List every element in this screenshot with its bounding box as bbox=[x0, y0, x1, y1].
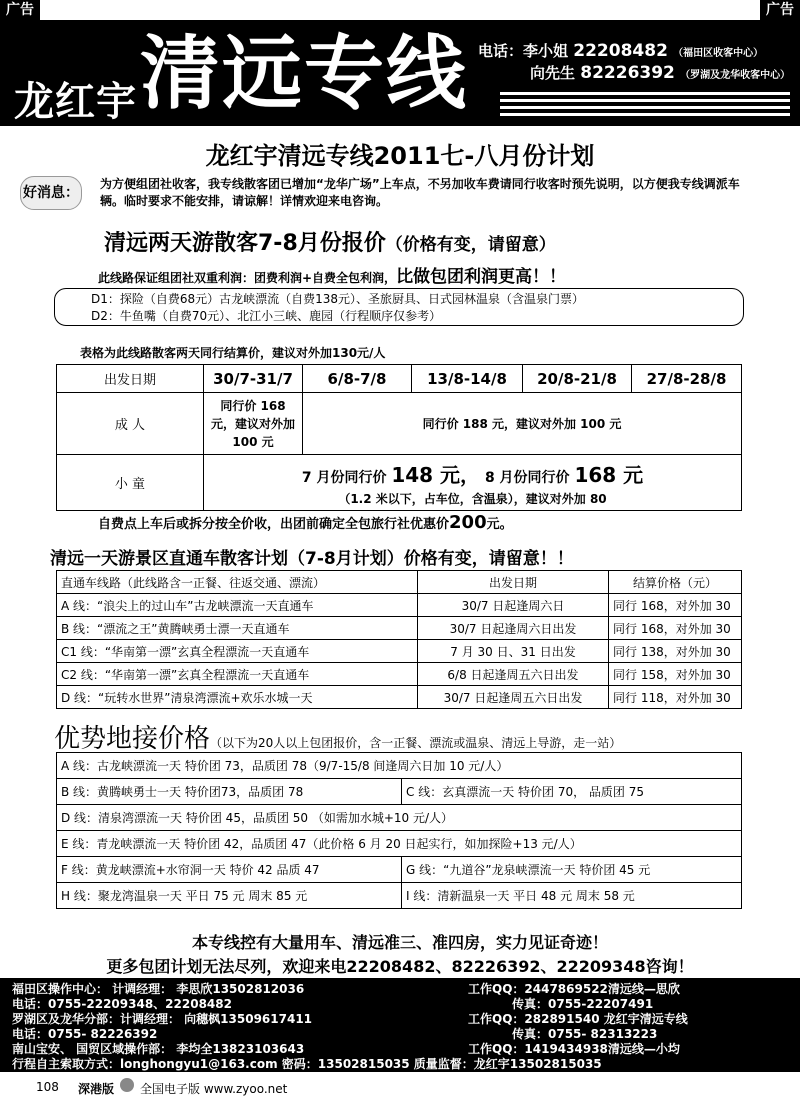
table-row bbox=[57, 686, 742, 709]
contact-number: 22208482 bbox=[573, 41, 668, 61]
profit-note-text: 此线路保证组团社双重利润：团费利润+自费全包利润， bbox=[98, 271, 397, 285]
logo-icon bbox=[120, 1078, 134, 1092]
child-price-text: 7 月份同行价 bbox=[301, 469, 387, 486]
route-cell: A 线：“浪尖上的过山车”古龙峡漂流一天直通车 bbox=[57, 594, 418, 617]
date-cell: 20/8-21/8 bbox=[523, 365, 632, 393]
footer-row-right: 工作QQ：1419434938清远线—小均 bbox=[468, 1042, 680, 1056]
contact-note: （福田区收客中心） bbox=[673, 48, 764, 59]
column-header: 出发日期 bbox=[418, 571, 609, 594]
adult-label: 成 人 bbox=[57, 393, 204, 455]
local-line: I 线：清新温泉一天 平日 48 元 周末 58 元 bbox=[402, 883, 742, 909]
local-line: D 线：清泉湾漂流一天 特价团 45，品质团 50 （如需加水城+10 元/人） bbox=[57, 805, 742, 831]
itinerary-day-1: D1：探险（自费68元）古龙峡漂流（自费138元）、圣旅厨具、日式园林温泉（含温泉门票） bbox=[91, 292, 585, 306]
local-line: B 线：黄腾峡勇士一天 特价团73，品质团 78 bbox=[57, 779, 402, 805]
local-title-text: 优势地接价格 bbox=[54, 724, 211, 754]
header-banner bbox=[0, 20, 800, 126]
two-day-table-note: 表格为此线路散客两天同行结算价，建议对外加130元/人 bbox=[80, 346, 386, 360]
price-cell: 同行 168，对外加 30 bbox=[609, 617, 742, 640]
price-cell: 同行 168，对外加 30 bbox=[609, 594, 742, 617]
column-header: 结算价格（元） bbox=[609, 571, 742, 594]
route-cell: C1 线：“华南第一漂”玄真全程漂流一天直通车 bbox=[57, 640, 418, 663]
date-cell: 30/7 日起逢周六日出发 bbox=[418, 617, 609, 640]
two-day-title bbox=[104, 226, 556, 257]
table-row bbox=[57, 831, 742, 857]
local-line: F 线：黄龙峡漂流+水帘洞一天 特价 42 品质 47 bbox=[57, 857, 402, 883]
date-cell: 6/8-7/8 bbox=[303, 365, 412, 393]
good-news-badge: 好消息： bbox=[20, 176, 82, 210]
date-cell: 7 月 30 日、31 日出发 bbox=[418, 640, 609, 663]
brand-prefix: 龙红宇 bbox=[14, 79, 137, 125]
footer-row-right: 工作QQ：282891540 龙红宇清远专线 bbox=[468, 1012, 688, 1026]
date-cell: 30/7 日起逢周六日 bbox=[418, 594, 609, 617]
main-title: 龙红宇清远专线2011七-八月份计划 bbox=[205, 142, 595, 170]
footer-row: 电话：0755-22209348、22208482 bbox=[12, 997, 232, 1011]
contact-number: 82226392 bbox=[580, 63, 675, 83]
footer-contacts bbox=[0, 978, 800, 1072]
date-cell: 30/7 日起逢周五六日出发 bbox=[418, 686, 609, 709]
footer-row-right: 传真：0755- 82313223 bbox=[512, 1027, 658, 1041]
contact-name: 向先生 bbox=[530, 64, 576, 82]
footer-row-right: 工作QQ：2447869522清远线—思欣 bbox=[468, 982, 680, 996]
child-price-august: 168 元 bbox=[574, 462, 644, 487]
local-line: E 线：青龙峡漂流一天 特价团 42，品质团 47（此价格 6 月 20 日起实行，如加探险+13 元/人） bbox=[57, 831, 742, 857]
bottom-bar bbox=[0, 1072, 800, 1100]
child-price-text: 8 月份同行价 bbox=[484, 469, 570, 486]
table-row bbox=[57, 455, 742, 511]
price-cell: 同行 138，对外加 30 bbox=[609, 640, 742, 663]
ad-label-left: 广告 bbox=[0, 0, 40, 20]
local-line: H 线：聚龙湾温泉一天 平日 75 元 周末 85 元 bbox=[57, 883, 402, 909]
table-row bbox=[57, 779, 742, 805]
edition-label: 深港版 bbox=[78, 1082, 115, 1096]
page-number: 108 bbox=[36, 1080, 59, 1094]
itinerary-day-2: D2：牛鱼嘴（自费70元）、北江小三峡、鹿园（行程顺序仅参考） bbox=[91, 309, 442, 323]
route-cell: C2 线：“华南第一漂”玄真全程漂流一天直通车 bbox=[57, 663, 418, 686]
contact-2 bbox=[530, 62, 790, 83]
footer-row: 罗湖区及龙华分部：计调经理： 向穗枫13509617411 bbox=[12, 1012, 313, 1026]
self-pay-price: 200 bbox=[449, 512, 487, 533]
decorative-stripes bbox=[500, 92, 790, 120]
footer-row: 南山宝安、 国贸区域操作部： 李均全13823103643 bbox=[12, 1042, 305, 1056]
footer-row: 电话：0755- 82226392 bbox=[12, 1027, 158, 1041]
local-title-note: （以下为20人以上包团报价，含一正餐、漂流或温泉、清远上导游，走一站） bbox=[210, 736, 622, 750]
table-row bbox=[57, 663, 742, 686]
local-line: C 线：玄真漂流一天 特价团 70， 品质团 75 bbox=[402, 779, 742, 805]
table-row bbox=[57, 857, 742, 883]
two-day-title-note: （价格有变，请留意） bbox=[385, 235, 556, 255]
date-cell: 6/8 日起逢周五六日出发 bbox=[418, 663, 609, 686]
table-row bbox=[57, 805, 742, 831]
table-row bbox=[57, 594, 742, 617]
footer-row: 福田区操作中心： 计调经理： 李思欣13502812036 bbox=[12, 982, 305, 996]
table-row bbox=[57, 753, 742, 779]
date-label: 出发日期 bbox=[57, 365, 204, 393]
one-day-title: 清远一天游景区直通车散客计划（7-8月计划）价格有变，请留意！！ bbox=[50, 549, 574, 569]
self-pay-unit: 元。 bbox=[486, 517, 513, 532]
date-cell: 30/7-31/7 bbox=[204, 365, 303, 393]
adult-price-first: 同行价 168 元，建议对外加 100 元 bbox=[204, 393, 303, 455]
local-line: A 线：古龙峡漂流一天 特价团 73，品质团 78（9/7-15/8 间逢周六日加 10 元/人） bbox=[57, 753, 742, 779]
table-row bbox=[57, 365, 742, 393]
date-cell: 27/8-28/8 bbox=[632, 365, 742, 393]
child-price bbox=[204, 455, 742, 511]
child-label: 小 童 bbox=[57, 455, 204, 511]
route-cell: B 线：“漂流之王”黄腾峡勇士漂一天直通车 bbox=[57, 617, 418, 640]
two-day-title-text: 清远两天游散客7-8月份报价 bbox=[104, 231, 386, 256]
price-cell: 同行 158，对外加 30 bbox=[609, 663, 742, 686]
child-price-note: （1.2 米以下，占车位，含温泉），建议对外加 80 bbox=[338, 491, 607, 506]
local-price-table bbox=[56, 752, 742, 909]
site-url: 全国电子版 www.zyoo.net bbox=[140, 1082, 288, 1096]
contact-1 bbox=[478, 40, 763, 61]
self-pay-note bbox=[98, 512, 513, 533]
price-cell: 同行 118，对外加 30 bbox=[609, 686, 742, 709]
profit-note-emph: 比做包团利润更高！！ bbox=[396, 267, 567, 287]
ad-label-right: 广告 bbox=[760, 0, 800, 20]
column-header: 直通车线路（此线路含一正餐、往返交通、漂流） bbox=[57, 571, 418, 594]
itinerary-box bbox=[54, 288, 744, 326]
table-row bbox=[57, 883, 742, 909]
contact-note: （罗湖及龙华收客中心） bbox=[680, 70, 791, 81]
phone-label: 电话： bbox=[478, 42, 524, 60]
one-day-table bbox=[56, 570, 742, 709]
slogan-1: 本专线控有大量用车、清远准三、准四房，实力见证奇迹！ bbox=[191, 933, 608, 952]
brand-main: 清远专线 bbox=[140, 27, 468, 120]
local-title bbox=[54, 718, 621, 755]
date-cell: 13/8-14/8 bbox=[412, 365, 523, 393]
route-cell: D 线：“玩转水世界”清泉湾漂流+欢乐水城一天 bbox=[57, 686, 418, 709]
self-pay-note-text: 自费点上车后或拆分按全价收，出团前确定全包旅行社优惠价 bbox=[98, 517, 450, 532]
slogan-2: 更多包团计划无法尽列，欢迎来电22208482、82226392、22209348咨询！ bbox=[106, 957, 694, 976]
adult-price-rest: 同行价 188 元，建议对外加 100 元 bbox=[303, 393, 742, 455]
footer-row: 行程自主索取方式：longhongyu1@163.com 密码：13502815035 质量监督：龙红宇13502815035 bbox=[12, 1057, 602, 1071]
footer-row-right: 传真：0755-22207491 bbox=[512, 997, 654, 1011]
table-row bbox=[57, 640, 742, 663]
table-row bbox=[57, 617, 742, 640]
profit-note bbox=[98, 262, 566, 287]
child-price-july: 148 元， bbox=[391, 462, 481, 487]
local-line: G 线：“九道谷”龙泉峡漂流一天 特价团 45 元 bbox=[402, 857, 742, 883]
table-header-row bbox=[57, 571, 742, 594]
good-news-text: 为方便组团社收客，我专线散客团已增加“龙华广场”上车点，不另加收车费请同行收客时预先说明，以方便我专线调派车辆。临时要求不能安排，请谅解！详情欢迎来电咨询。 bbox=[100, 177, 740, 208]
contact-name: 李小姐 bbox=[523, 42, 569, 60]
table-row bbox=[57, 393, 742, 455]
two-day-price-table bbox=[56, 364, 742, 511]
